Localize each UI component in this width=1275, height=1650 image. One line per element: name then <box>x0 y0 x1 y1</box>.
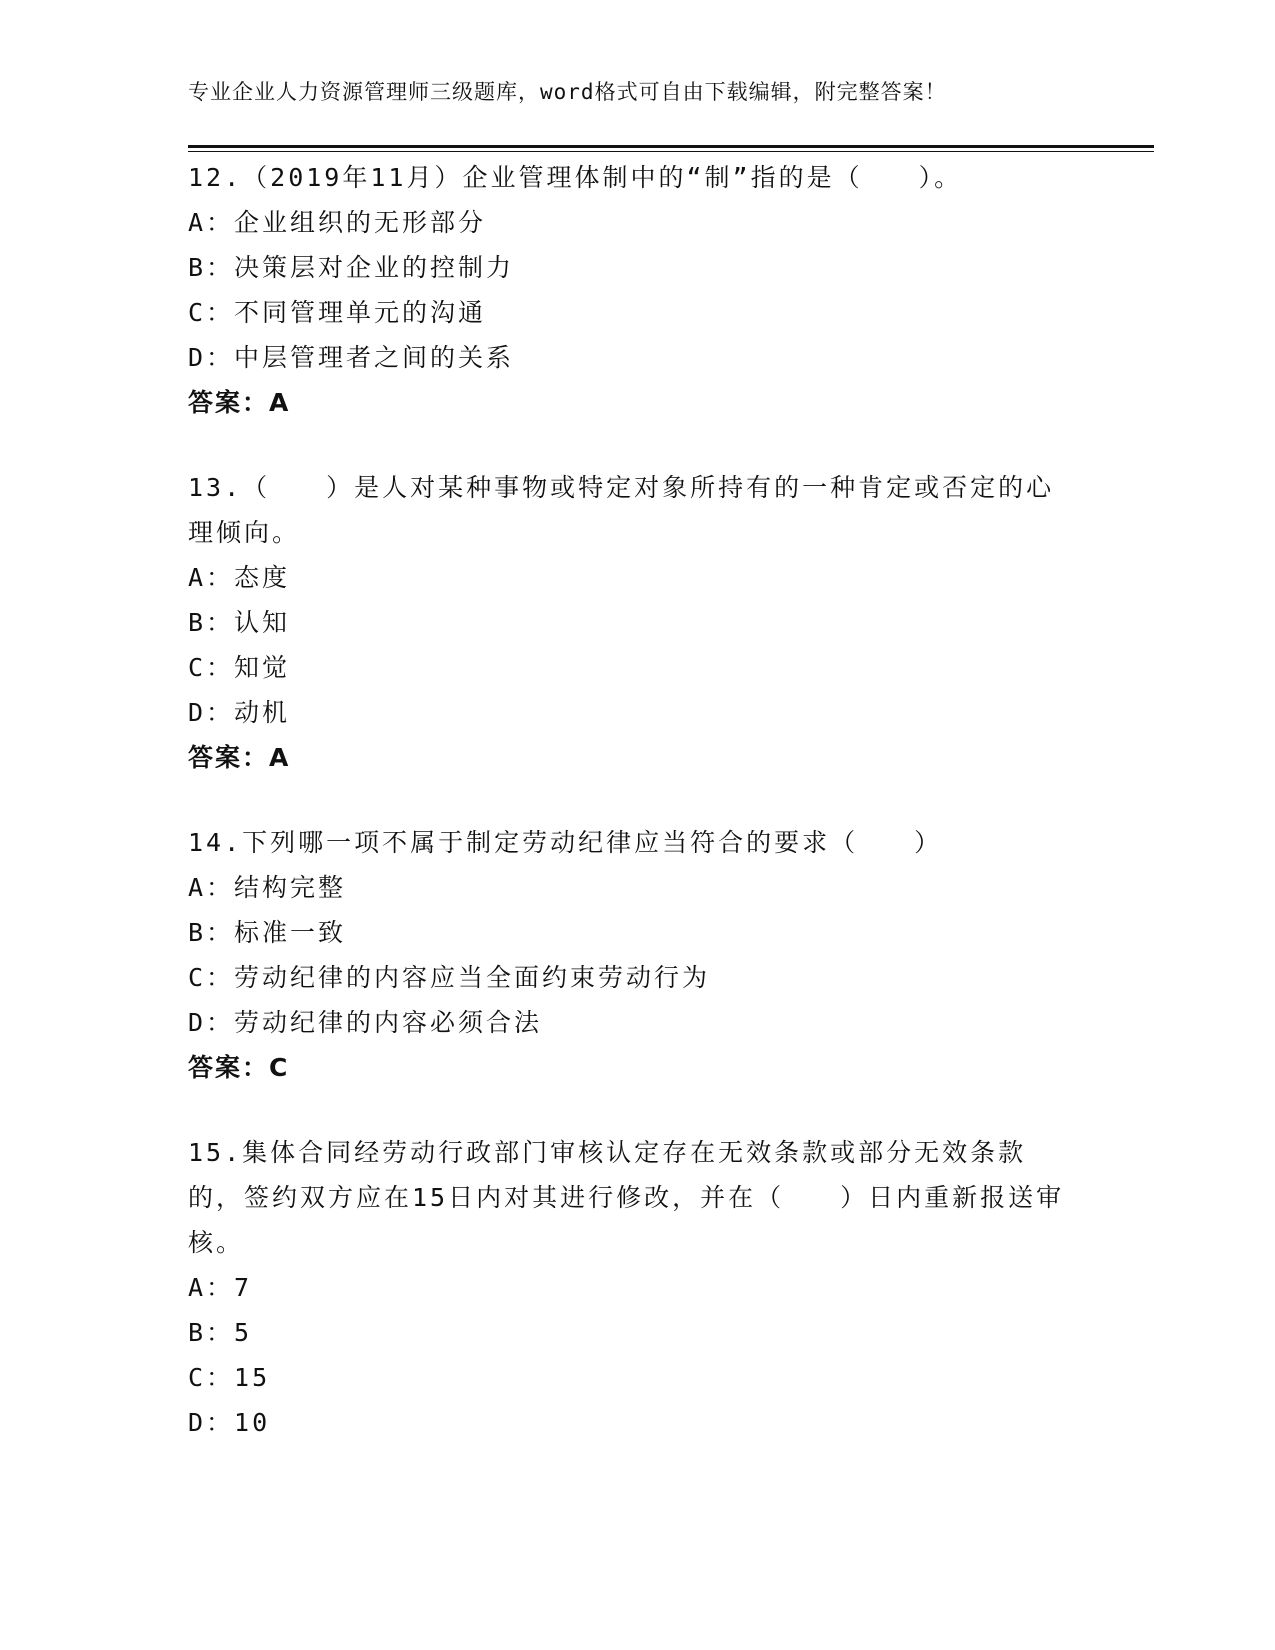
answer-line: 答案：A <box>188 388 291 417</box>
option-b: B：决策层对企业的控制力 <box>188 253 515 282</box>
question-stem: 14.下列哪一项不属于制定劳动纪律应当符合的要求（ ） <box>188 828 943 857</box>
answer-line: 答案：C <box>188 1053 290 1082</box>
question-stem: 13.（ ）是人对某种事物或特定对象所持有的一种肯定或否定的心理倾向。 <box>188 473 1055 547</box>
header-rule-thin <box>188 151 1154 152</box>
answer-line: 答案：A <box>188 743 291 772</box>
option-b: B：认知 <box>188 608 291 637</box>
document-header: 专业企业人力资源管理师三级题库，word格式可自由下载编辑，附完整答案！ <box>188 80 947 104</box>
option-d: D：10 <box>188 1408 271 1437</box>
option-c: C：不同管理单元的沟通 <box>188 298 487 327</box>
option-d: D：劳动纪律的内容必须合法 <box>188 1008 543 1037</box>
header-rule-thick <box>188 145 1154 148</box>
question-13 <box>188 465 1078 780</box>
question-stem: 15.集体合同经劳动行政部门审核认定存在无效条款或部分无效条款的，签约双方应在15日内对其进行修改，并在（ ）日内重新报送审核。 <box>188 1138 1065 1257</box>
option-c: C：劳动纪律的内容应当全面约束劳动行为 <box>188 963 711 992</box>
option-d: D：中层管理者之间的关系 <box>188 343 515 372</box>
question-list <box>188 155 1078 1485</box>
option-b: B：标准一致 <box>188 918 347 947</box>
option-d: D：动机 <box>188 698 291 727</box>
question-14 <box>188 820 1078 1090</box>
option-c: C：知觉 <box>188 653 291 682</box>
question-12 <box>188 155 1078 425</box>
question-stem: 12.（2019年11月）企业管理体制中的“制”指的是（ ）。 <box>188 163 963 192</box>
option-a: A：7 <box>188 1273 253 1302</box>
option-b: B：5 <box>188 1318 253 1347</box>
question-15 <box>188 1130 1078 1445</box>
option-a: A：企业组织的无形部分 <box>188 208 487 237</box>
option-a: A：结构完整 <box>188 873 347 902</box>
option-a: A：态度 <box>188 563 291 592</box>
option-c: C：15 <box>188 1363 271 1392</box>
